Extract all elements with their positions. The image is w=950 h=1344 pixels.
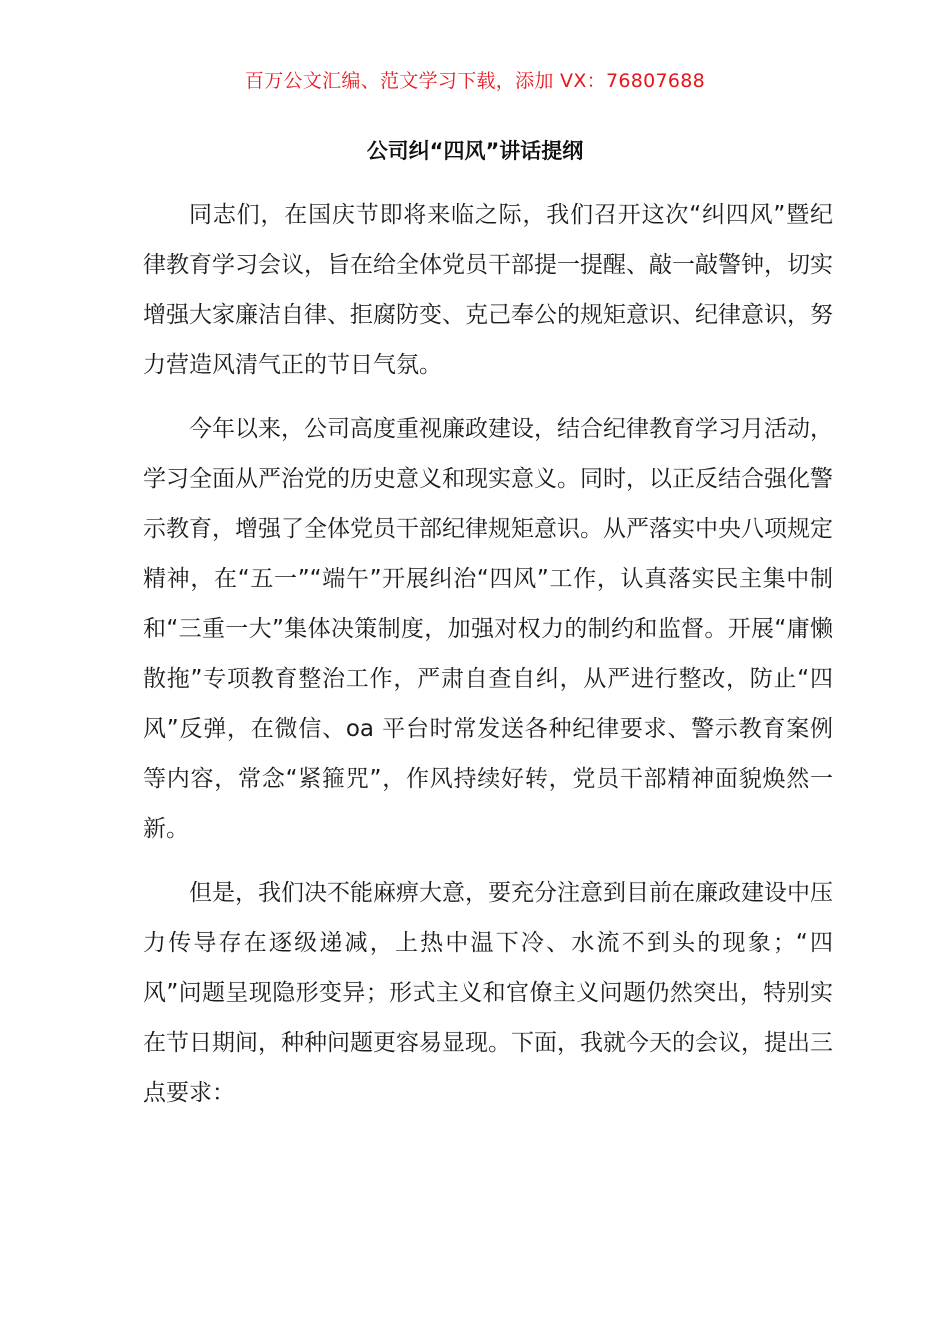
document-body: [143, 190, 833, 1132]
header-watermark-note: 百万公文汇编、范文学习下载，添加 VX：76807688: [244, 70, 706, 92]
page-title: 公司纠“四风”讲话提纲: [366, 139, 584, 163]
paragraph-2: 今年以来，公司高度重视廉政建设，结合纪律教育学习月活动，学习全面从严治党的历史意义和现实意义。同时，以正反结合强化警示教育，增强了全体党员干部纪律规矩意识。从严落实中央八项规定精神，在“五一”“端午”开展纠治“四风”工作，认真落实民主集中制和“三重一大”集体决策制度，加强对权力的制约和监督。开展“庸懒散拖”专项教育整治工作，严肃自查自纠，从严进行整改，防止“四风”反弹，在微信、oa 平台时常发送各种纪律要求、警示教育案例等内容，常念“紧箍咒”，作风持续好转，党员干部精神面貌焕然一新。: [143, 416, 833, 842]
paragraph-1: 同志们，在国庆节即将来临之际，我们召开这次“纠四风”暨纪律教育学习会议，旨在给全体党员干部提一提醒、敲一敲警钟，切实增强大家廉洁自律、拒腐防变、克己奉公的规矩意识、纪律意识，努力营造风清气正的节日气氛。: [143, 202, 833, 378]
paragraph-3: 但是，我们决不能麻痹大意，要充分注意到目前在廉政建设中压力传导存在逐级递减，上热中温下冷、水流不到头的现象；“四风”问题呈现隐形变异；形式主义和官僚主义问题仍然突出，特别实在节日期间，种种问题更容易显现。下面，我就今天的会议，提出三点要求：: [143, 880, 833, 1106]
